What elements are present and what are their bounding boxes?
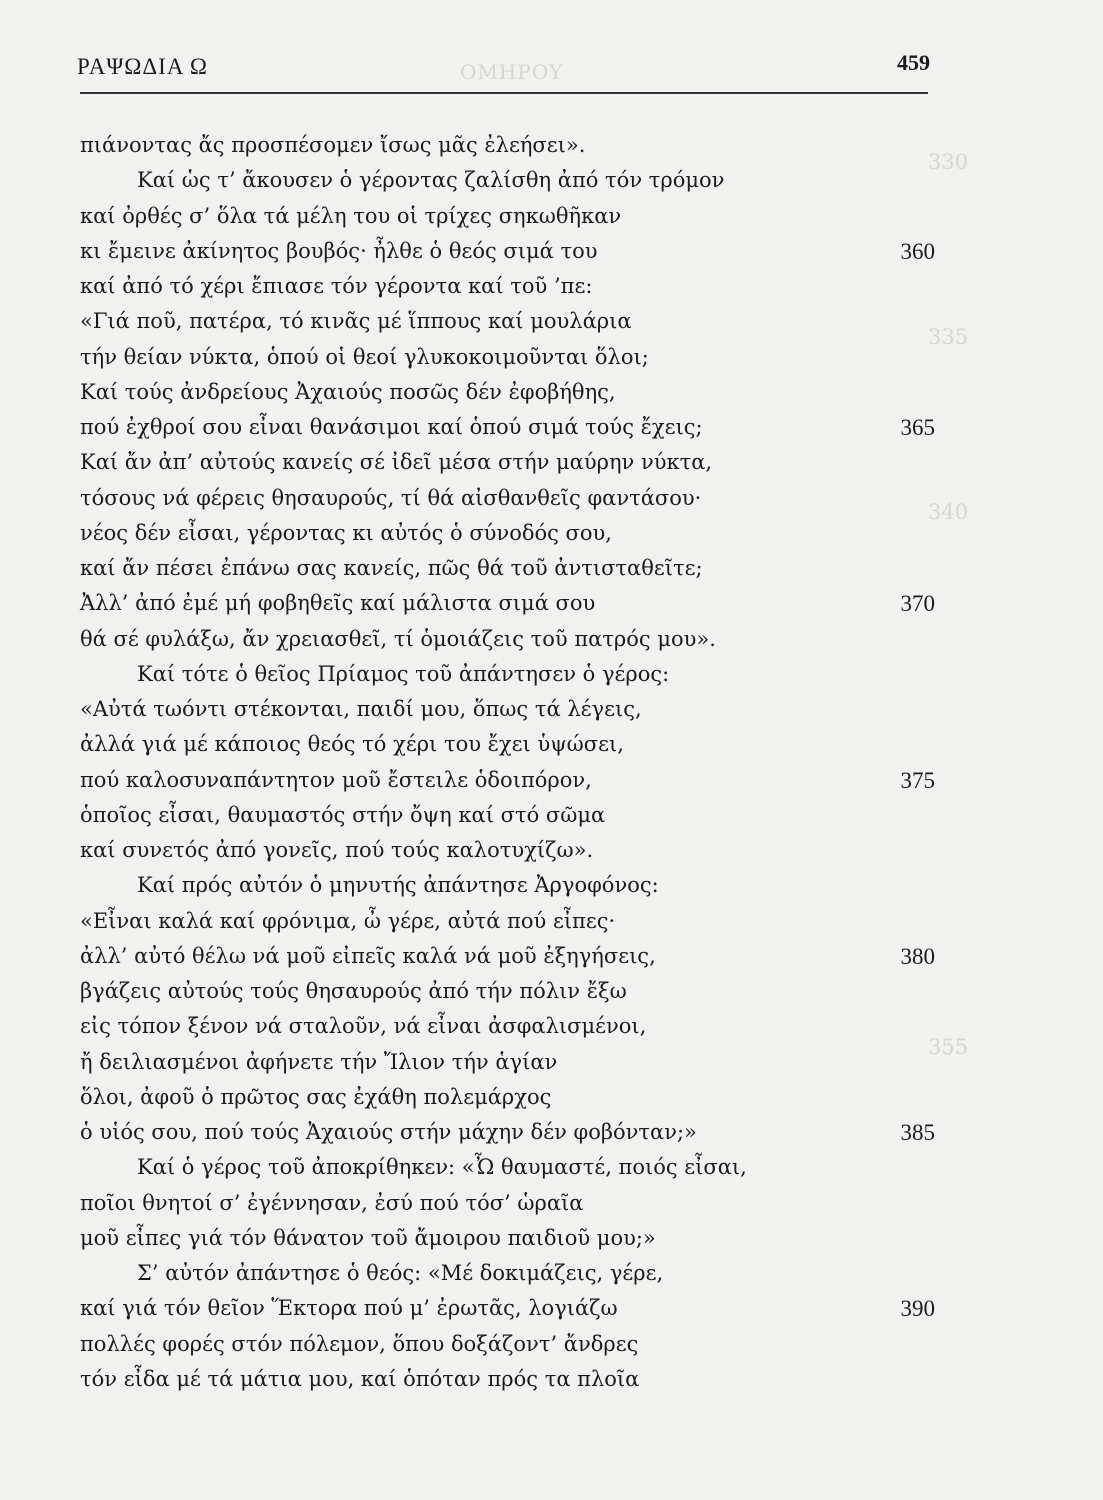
verse-line — [80, 163, 940, 198]
verse-line — [80, 551, 940, 586]
verse-line — [80, 1362, 940, 1397]
verse-line — [80, 974, 940, 1009]
verse-line — [80, 304, 940, 339]
verse-line — [80, 622, 940, 657]
verse-line — [80, 1327, 940, 1362]
verse-line — [80, 1115, 940, 1150]
header-rule — [80, 92, 928, 94]
verse-line — [80, 375, 940, 410]
verse-line-text: νέος δέν εἶσαι, γέροντας κι αὐτός ὁ σύνοδός σου, — [80, 520, 612, 545]
page-number: 459 — [897, 50, 930, 75]
verse-line — [80, 763, 940, 798]
verse-line-text: θά σέ φυλάξω, ἄν χρειασθεῖ, τί ὁμοιάζεις τοῦ πατρός μου». — [80, 626, 716, 651]
verse-line-text: «Εἶναι καλά καί φρόνιμα, ὦ γέρε, αὐτά πού εἶπες· — [80, 908, 616, 933]
verse-line — [80, 234, 940, 269]
line-number: 385 — [900, 1120, 935, 1145]
show-through-mark: 340 — [928, 500, 969, 524]
show-through-mark: 355 — [928, 1035, 969, 1059]
verse-line — [80, 798, 940, 833]
verse-line-text: εἰς τόπον ξένον νά σταλοῦν, νά εἶναι ἀσφαλισμένοι, — [80, 1014, 647, 1039]
verse-line — [80, 1150, 940, 1185]
verse-line-text: τόν εἶδα μέ τά μάτια μου, καί ὁπόταν πρός τα πλοῖα — [80, 1366, 640, 1391]
show-through-mark: 335 — [928, 325, 969, 349]
line-number: 390 — [900, 1296, 935, 1322]
verse-line — [80, 445, 940, 480]
verse-line — [80, 657, 940, 692]
verse-line-text: Ἀλλ’ ἀπό ἐμέ μή φοβηθεῖς καί μάλιστα σιμά σου — [80, 591, 596, 616]
verse-line-text: Καί ἄν ἀπ’ αὐτούς κανείς σέ ἰδεῖ μέσα στήν μαύρην νύκτα, — [80, 450, 713, 475]
verse-line-text: Καί τούς ἀνδρείους Ἀχαιούς ποσῶς δέν ἐφοβήθης, — [80, 379, 616, 404]
verse-line-text: καί γιά τόν θεῖον Ἕκτορα πού μ’ ἐρωτᾶς, λογιάζω — [80, 1296, 618, 1321]
verse-line-text: ἀλλ’ αὐτό θέλω νά μοῦ εἰπεῖς καλά νά μοῦ ἐξηγήσεις, — [80, 943, 656, 968]
verse-line-text: Καί τότε ὁ θεῖος Πρίαμος τοῦ ἀπάντησεν ὁ γέρος: — [137, 661, 670, 686]
line-number: 365 — [900, 415, 935, 440]
verse-line-text: καί ἄν πέσει ἐπάνω σας κανείς, πῶς θά τοῦ ἀντισταθεῖτε; — [80, 556, 703, 580]
verse-line-text: ὅλοι, ἀφοῦ ὁ πρῶτος σας ἐχάθη πολεμάρχος — [80, 1084, 552, 1109]
verse-line — [80, 1221, 940, 1256]
verse-line — [80, 1080, 940, 1115]
verse-line — [80, 269, 940, 304]
verse-line-text: Καί ὡς τ’ ἄκουσεν ὁ γέροντας ζαλίσθη ἀπό τόν τρόμον — [137, 168, 725, 193]
verse-line-text: πού καλοσυναπάντητον μοῦ ἔστειλε ὁδοιπόρον, — [80, 767, 592, 792]
line-number: 370 — [900, 591, 935, 617]
verse-line — [80, 904, 940, 939]
verse-line-text: ἤ δειλιασμένοι ἀφήνετε τήν Ἴλιον τήν ἁγίαν — [80, 1049, 558, 1074]
verse-line — [80, 516, 940, 551]
running-head: ΡΑΨΩΔΙΑ Ω — [77, 54, 209, 79]
verse-line — [80, 1045, 940, 1080]
line-number: 360 — [900, 238, 935, 264]
verse-line — [80, 868, 940, 903]
verse-line-text: ἀλλά γιά μέ κάποιος θεός τό χέρι του ἔχει ὑψώσει, — [80, 732, 624, 757]
verse-line-text: καί συνετός ἀπό γονεῖς, πού τούς καλοτυχίζω». — [80, 838, 594, 862]
verse-line — [80, 481, 940, 516]
verse-line-text: μοῦ εἶπες γιά τόν θάνατον τοῦ ἄμοιρου παιδιοῦ μου;» — [80, 1225, 656, 1250]
verse-line-text: ὁ υἱός σου, πού τούς Ἀχαιούς στήν μάχην δέν φοβόνταν;» — [80, 1120, 697, 1144]
verse-line-text: πιάνοντας ἄς προσπέσομεν ἴσως μᾶς ἐλεήσει». — [80, 133, 586, 157]
verse-line — [80, 128, 940, 163]
verse-line — [80, 939, 940, 974]
verse-line-text: Καί πρός αὐτόν ὁ μηνυτής ἀπάντησε Ἀργοφόνος: — [137, 873, 659, 898]
verse-line — [80, 833, 940, 868]
verse-line-text: Σ’ αὐτόν ἀπάντησε ὁ θεός: «Μέ δοκιμάζεις, γέρε, — [137, 1261, 664, 1285]
line-number: 380 — [900, 943, 935, 969]
verse-line-text: ὁποῖος εἶσαι, θαυμαστός στήν ὄψη καί στό σῶμα — [80, 802, 606, 827]
verse-line-text: βγάζεις αὐτούς τούς θησαυρούς ἀπό τήν πόλιν ἔξω — [80, 979, 627, 1003]
verse-line — [80, 1009, 940, 1044]
verse-line-text: τόσους νά φέρεις θησαυρούς, τί θά αἰσθανθεῖς φαντάσου· — [80, 485, 702, 510]
verse-line — [80, 340, 940, 375]
verse-line-text: καί ἀπό τό χέρι ἔπιασε τόν γέροντα καί τοῦ ’πε: — [80, 274, 593, 298]
verse-line — [80, 727, 940, 762]
verse-line-text: κι ἔμεινε ἀκίνητος βουβός· ἦλθε ὁ θεός σιμά του — [80, 238, 598, 263]
verse-line-text: «Αὐτά τωόντι στέκονται, παιδί μου, ὅπως τά λέγεις, — [80, 697, 642, 721]
show-through-header: ΟΜΗΡΟΥ — [460, 60, 564, 84]
verse-line-text: τήν θείαν νύκτα, ὁπού οἱ θεοί γλυκοκοιμοῦνται ὅλοι; — [80, 344, 649, 369]
verse-line — [80, 1291, 940, 1326]
verse-line-text: «Γιά ποῦ, πατέρα, τό κινᾶς μέ ἵππους καί μουλάρια — [80, 309, 632, 334]
verse-text — [80, 128, 940, 1397]
verse-line — [80, 1256, 940, 1291]
verse-line-text: καί ὀρθές σ’ ὅλα τά μέλη του οἱ τρίχες σηκωθῆκαν — [80, 203, 622, 228]
verse-line-text: πού ἐχθροί σου εἶναι θανάσιμοι καί ὁπού σιμά τούς ἔχεις; — [80, 415, 703, 439]
verse-line — [80, 692, 940, 727]
verse-line — [80, 1186, 940, 1221]
line-number: 375 — [900, 767, 935, 793]
verse-line — [80, 199, 940, 234]
show-through-mark: 330 — [928, 150, 969, 174]
verse-line — [80, 586, 940, 621]
verse-line — [80, 410, 940, 445]
verse-line-text: Καί ὁ γέρος τοῦ ἀποκρίθηκεν: «Ὦ θαυμαστέ, ποιός εἶσαι, — [137, 1155, 747, 1180]
verse-line-text: ποῖοι θνητοί σ’ ἐγέννησαν, ἐσύ πού τόσ’ ὡραῖα — [80, 1190, 584, 1215]
page-header — [77, 48, 930, 88]
verse-line-text: πολλές φορές στόν πόλεμον, ὅπου δοξάζοντ’ ἄνδρες — [80, 1331, 639, 1356]
